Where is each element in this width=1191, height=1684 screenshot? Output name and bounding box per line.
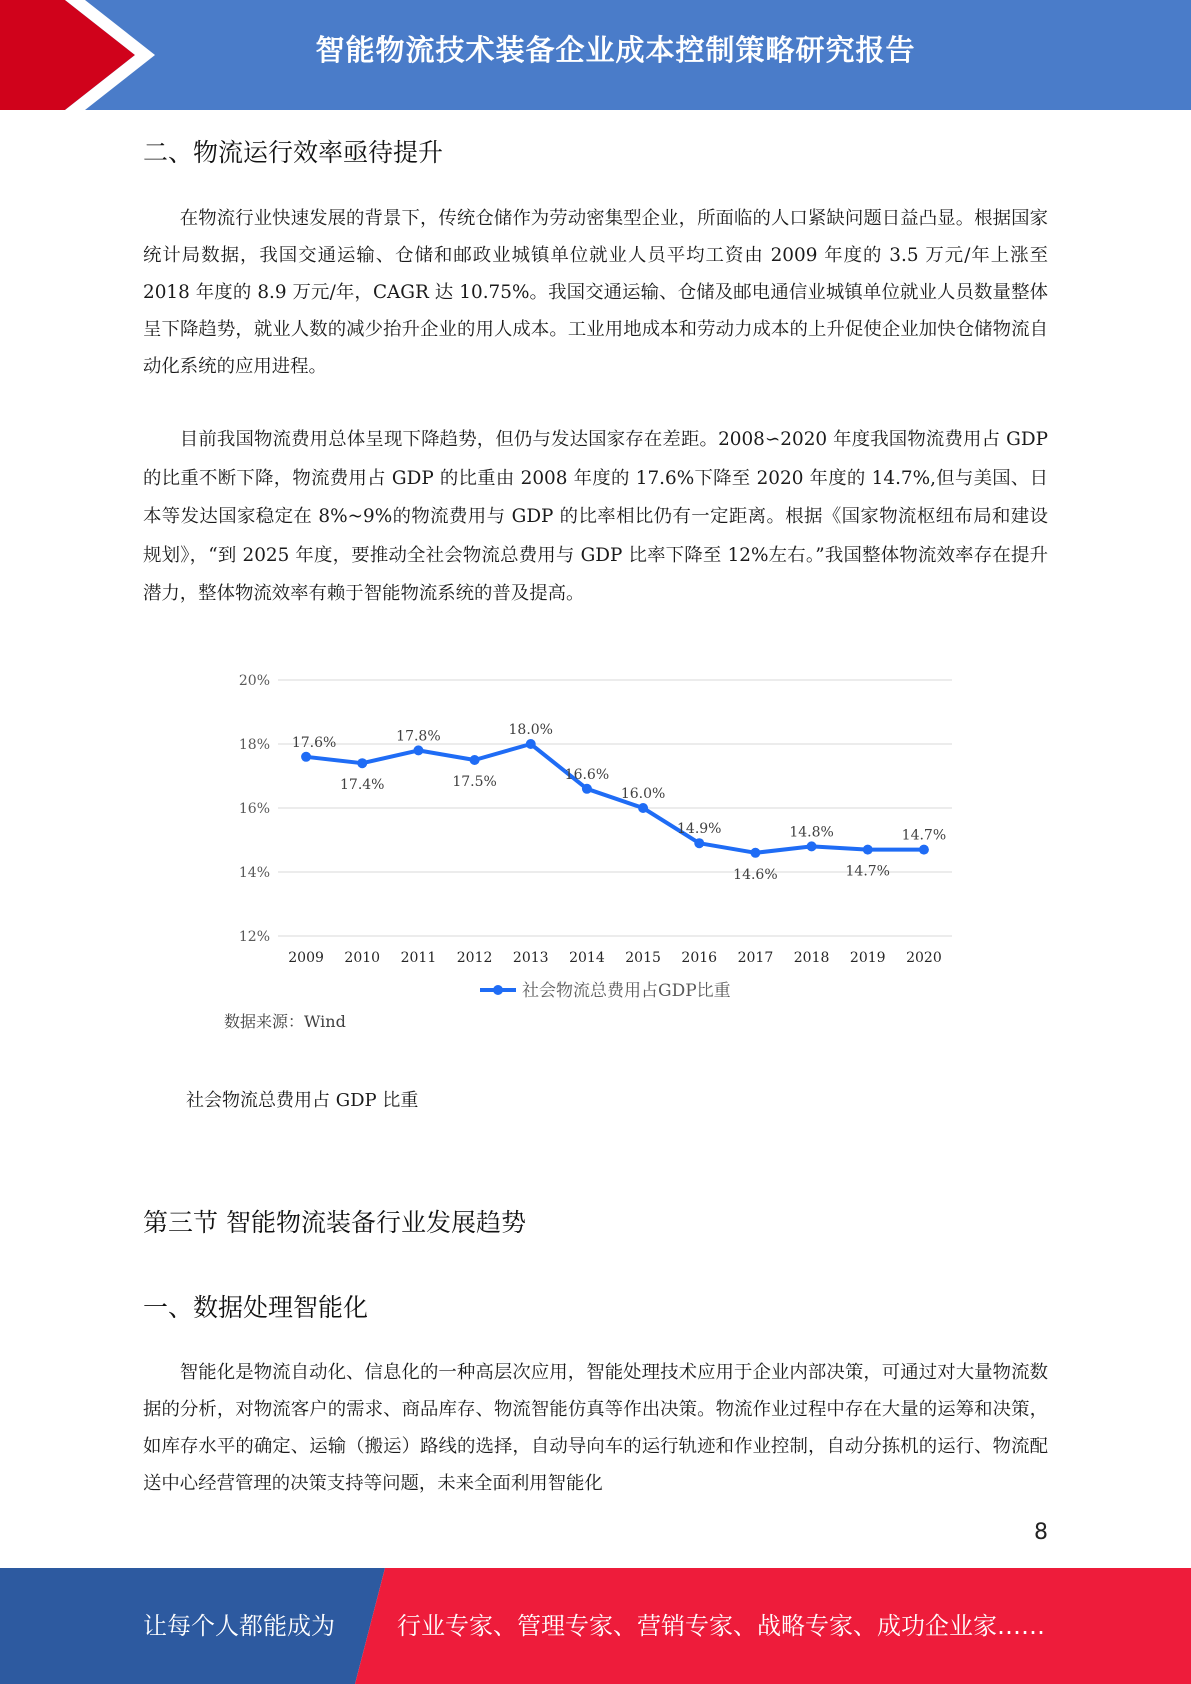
y-tick-label: 16% xyxy=(238,801,270,817)
data-label: 18.0% xyxy=(508,722,553,738)
footer-slogan-left: 让每个人都能成为 xyxy=(143,1612,335,1640)
data-point xyxy=(750,848,760,858)
data-point xyxy=(694,838,704,848)
paragraph-logistics-cost xyxy=(143,421,1048,614)
x-tick-label: 2017 xyxy=(737,950,774,966)
x-tick-label: 2012 xyxy=(456,950,493,966)
chart-caption: 社会物流总费用占 GDP 比重 xyxy=(186,1090,419,1111)
data-label: 14.9% xyxy=(677,821,722,838)
x-tick-label: 2016 xyxy=(681,950,718,966)
data-label: 17.8% xyxy=(396,728,441,745)
y-tick-label: 14% xyxy=(238,865,270,881)
data-label: 17.4% xyxy=(340,777,385,794)
x-tick-label: 2010 xyxy=(344,950,381,966)
paragraph-labor-cost xyxy=(143,200,1048,385)
data-label: 16.0% xyxy=(620,786,666,802)
y-tick-label: 20% xyxy=(238,673,270,689)
data-point xyxy=(413,745,423,755)
report-title: 智能物流技术装备企业成本控制策略研究报告 xyxy=(315,33,916,67)
page-footer xyxy=(0,1568,1191,1684)
chart-source: 数据来源：Wind xyxy=(224,1012,346,1031)
page-number: 8 xyxy=(1034,1520,1048,1545)
data-label: 14.8% xyxy=(789,824,834,841)
x-tick-label: 2014 xyxy=(569,950,605,966)
data-label: 14.6% xyxy=(733,866,778,883)
data-label: 14.7% xyxy=(845,863,890,880)
logistics-cost-chart xyxy=(200,655,980,1050)
legend-marker xyxy=(493,985,503,995)
data-point xyxy=(470,755,480,765)
x-tick-label: 2013 xyxy=(512,950,549,966)
x-tick-label: 2009 xyxy=(288,950,324,966)
page-header xyxy=(0,0,1191,110)
paragraph-text: 智能化是物流自动化、信息化的一种高层次应用，智能处理技术应用于企业内部决策，可通过对大量物流数据的分析，对物流客户的需求、商品库存、物流智能仿真等作出决策。物流作业过程中存在大量的运筹和决策，如库存水平的确定、运输（搬运）路线的选择，自动导向车的运行轨迹和作业控制，自动分拣机的运行、物流配送中心经营管理的决策支持等问题，未来全面利用智能化 xyxy=(143,1362,1048,1494)
data-label: 14.7% xyxy=(901,827,947,844)
x-tick-label: 2018 xyxy=(793,950,830,966)
legend-label: 社会物流总费用占GDP比重 xyxy=(522,981,731,1001)
paragraph-text: 在物流行业快速发展的背景下，传统仓储作为劳动密集型企业，所面临的人口紧缺问题日益凸显。根据国家统计局数据，我国交通运输、仓储和邮政业城镇单位就业人员平均工资由 2009 年度的 3.5 万元/年上涨至 2018 年度的 8.9 万元/年，CAGR 达 10.75%。我国交通运输、仓储及邮电通信业城镇单位就业人员数量整体呈下降趋势，就业人数的减少抬升企业的用人成本。工业用地成本和劳动力成本的上升促使企业加快仓储物流自动化系统的应用进程。 xyxy=(143,208,1048,377)
data-point xyxy=(807,841,817,851)
section-heading-intelligent-data: 一、数据处理智能化 xyxy=(143,1293,369,1322)
data-point xyxy=(357,758,367,768)
data-point xyxy=(301,752,311,762)
data-point xyxy=(863,845,873,855)
x-tick-label: 2020 xyxy=(906,950,942,966)
data-point xyxy=(526,739,536,749)
y-tick-label: 18% xyxy=(238,737,270,753)
data-label: 17.5% xyxy=(452,774,497,790)
x-tick-label: 2015 xyxy=(625,950,661,966)
y-tick-label: 12% xyxy=(238,929,270,945)
x-tick-label: 2019 xyxy=(849,950,886,966)
paragraph-intelligent-processing xyxy=(143,1354,1048,1502)
data-label: 17.6% xyxy=(291,734,337,751)
line-chart-svg xyxy=(200,655,980,1050)
x-tick-label: 2011 xyxy=(400,950,437,966)
data-point xyxy=(638,803,648,813)
data-label: 16.6% xyxy=(564,766,610,783)
data-point xyxy=(919,845,929,855)
data-point xyxy=(582,784,592,794)
paragraph-text: 目前我国物流费用总体呈现下降趋势，但仍与发达国家存在差距。2008∽2020 年度我国物流费用占 GDP 的比重不断下降，物流费用占 GDP 的比重由 2008 年度的 17.6%下降至 2020 年度的 14.7%,但与美国、日本等发达国家稳定在 8%~9%的物流费用与 GDP 的比率相比仍有一定距离。根据《国家物流枢纽布局和建设规划》，“到 2025 年度，要推动全社会物流总费用与 GDP 比率下降至 12%左右。”我国整体物流效率存在提升潜力，整体物流效率有赖于智能物流系统的普及提高。 xyxy=(143,429,1048,604)
section-heading-trends: 第三节 智能物流装备行业发展趋势 xyxy=(143,1208,526,1237)
section-heading-efficiency: 二、物流运行效率亟待提升 xyxy=(143,138,444,167)
footer-slogan-right: 行业专家、管理专家、营销专家、战略专家、成功企业家…… xyxy=(397,1612,1045,1640)
